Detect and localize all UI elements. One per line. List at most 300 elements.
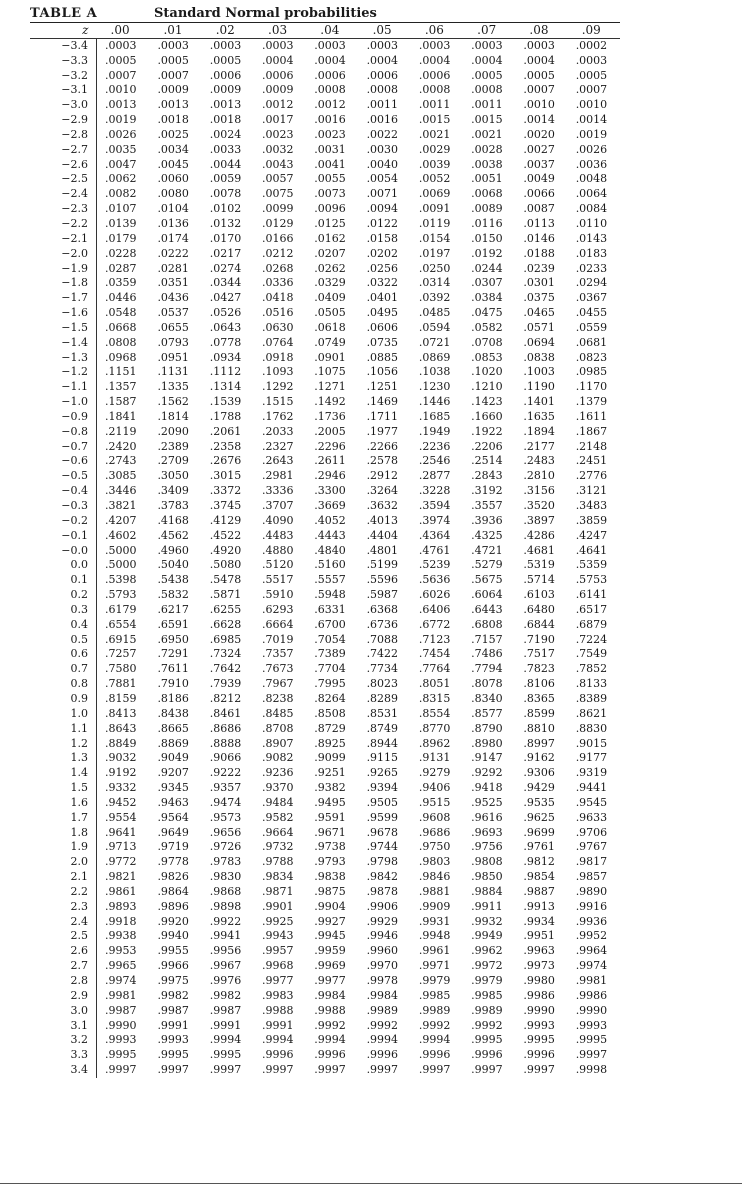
probability-cell: .3783	[157, 499, 189, 512]
probability-cell: .7190	[523, 632, 555, 646]
z-value-cell: 0.1	[30, 573, 97, 588]
z-value-cell: 1.3	[30, 751, 97, 766]
table-row	[30, 647, 620, 662]
probability-cell: .8665	[157, 721, 189, 735]
probability-cell: .0003	[418, 38, 451, 52]
z-value-cell: 0.6	[30, 647, 97, 662]
probability-cell: .8869	[157, 736, 189, 750]
probability-cell: .0129	[262, 216, 294, 230]
probability-cell: .9394	[366, 781, 399, 795]
probability-cell: .4801	[366, 543, 399, 557]
probability-cell: .0934	[209, 350, 242, 364]
table-row	[30, 440, 620, 455]
probability-cell: .9881	[418, 884, 451, 898]
probability-cell: .7852	[575, 662, 608, 676]
probability-cell: .4960	[157, 543, 189, 557]
probability-cell: .9993	[575, 1018, 608, 1032]
probability-cell: .0239	[523, 261, 555, 275]
probability-cell: .9147	[471, 751, 503, 765]
probability-cell: .0455	[575, 306, 608, 320]
probability-cell: .4168	[157, 513, 189, 527]
probability-cell: .0630	[262, 320, 294, 334]
probability-cell: .0006	[366, 68, 399, 82]
probability-cell: .0548	[105, 306, 137, 320]
probability-cell: .7422	[366, 647, 399, 661]
probability-cell: .0023	[314, 127, 346, 141]
probability-cell: .0062	[105, 172, 137, 186]
probability-cell: .8212	[209, 691, 242, 705]
table-row	[30, 365, 620, 380]
probability-cell: .0122	[366, 216, 399, 230]
probability-cell: .0901	[314, 350, 346, 364]
probability-cell: .2843	[471, 469, 503, 483]
table-row	[30, 395, 620, 410]
probability-cell: .0003	[523, 38, 555, 52]
probability-cell: .5714	[523, 573, 555, 587]
probability-cell: .9893	[105, 899, 137, 913]
probability-cell: .9995	[523, 1033, 555, 1047]
probability-cell: .9997	[366, 1063, 399, 1077]
probability-cell: .9838	[314, 870, 346, 884]
probability-cell: .0004	[523, 53, 555, 67]
probability-cell: .0011	[471, 98, 503, 112]
probability-cell: .9974	[575, 959, 608, 973]
probability-cell: .9994	[366, 1033, 399, 1047]
probability-cell: .0132	[209, 216, 242, 230]
probability-cell: .8770	[418, 721, 451, 735]
probability-cell: .8729	[314, 721, 346, 735]
probability-cell: .0158	[366, 231, 399, 245]
probability-cell: .5596	[366, 573, 399, 587]
probability-cell: .0735	[366, 335, 399, 349]
bottom-rule	[0, 1183, 742, 1184]
probability-cell: .8106	[523, 677, 555, 691]
probability-cell: .9957	[262, 944, 294, 958]
probability-cell: .3897	[523, 513, 555, 527]
probability-cell: .0016	[314, 113, 346, 127]
table-row	[30, 618, 620, 633]
probability-cell: .9982	[209, 988, 242, 1002]
z-value-cell: 2.4	[30, 915, 97, 930]
table-row	[30, 1019, 620, 1034]
probability-cell: .5199	[366, 558, 399, 572]
probability-cell: .9996	[314, 1048, 346, 1062]
probability-cell: .4052	[314, 513, 346, 527]
probability-cell: .0084	[575, 202, 608, 216]
probability-cell: .0013	[157, 98, 189, 112]
probability-cell: .3594	[418, 499, 451, 512]
probability-cell: .0436	[157, 291, 189, 305]
probability-cell: .7673	[262, 662, 294, 676]
probability-cell: .9495	[314, 795, 346, 809]
probability-cell: .9925	[262, 914, 294, 928]
probability-cell: .0749	[314, 335, 346, 349]
probability-cell: .2177	[523, 439, 555, 453]
probability-cell: .9525	[471, 795, 503, 809]
probability-cell: .1423	[471, 395, 503, 409]
probability-cell: .0012	[314, 98, 346, 112]
probability-cell: .0007	[523, 83, 555, 97]
probability-cell: .9582	[262, 810, 294, 824]
probability-cell: .9966	[157, 959, 189, 973]
probability-cell: .5793	[105, 588, 137, 602]
probability-cell: .9641	[105, 825, 137, 839]
probability-cell: .0166	[262, 231, 294, 245]
table-row	[30, 306, 620, 321]
probability-cell: .0268	[262, 261, 294, 275]
probability-cell: .9706	[575, 825, 608, 839]
table-row	[30, 113, 620, 128]
probability-cell: .1788	[209, 409, 242, 423]
probability-cell: .4721	[471, 543, 503, 557]
probability-cell: .9995	[209, 1048, 242, 1062]
probability-cell: .9997	[575, 1048, 608, 1062]
probability-cell: .2514	[471, 454, 503, 468]
column-header: .06	[424, 23, 444, 37]
probability-cell: .1949	[418, 424, 451, 438]
probability-cell: .9992	[418, 1018, 451, 1032]
probability-cell: .0418	[262, 291, 294, 305]
probability-cell: .0044	[209, 157, 242, 171]
probability-cell: .3300	[314, 484, 346, 498]
probability-cell: .7611	[157, 662, 189, 676]
probability-cell: .9649	[157, 825, 189, 839]
probability-cell: .9920	[157, 914, 189, 928]
probability-cell: .9599	[366, 810, 399, 824]
probability-cell: .9871	[262, 884, 294, 898]
probability-cell: .2946	[314, 469, 346, 483]
table-row	[30, 217, 620, 232]
probability-cell: .9946	[366, 929, 399, 943]
probability-cell: .9896	[157, 899, 189, 913]
probability-cell: .0026	[105, 127, 137, 141]
probability-cell: .3974	[418, 513, 451, 527]
probability-cell: .3557	[471, 499, 503, 512]
probability-cell: .9808	[471, 855, 503, 869]
probability-cell: .3050	[157, 469, 189, 483]
probability-cell: .0059	[209, 172, 242, 186]
probability-cell: .0838	[523, 350, 555, 364]
probability-cell: .1003	[523, 365, 555, 379]
probability-cell: .6103	[523, 588, 555, 602]
probability-cell: .5871	[209, 588, 242, 602]
table-row	[30, 662, 620, 677]
probability-cell: .0139	[105, 216, 137, 230]
probability-cell: .0055	[314, 172, 346, 186]
probability-cell: .0197	[418, 246, 451, 260]
table-row	[30, 929, 620, 944]
probability-cell: .0033	[209, 142, 242, 156]
probability-cell: .0047	[105, 157, 137, 171]
probability-cell: .6808	[471, 617, 503, 631]
probability-cell: .0104	[157, 202, 189, 216]
probability-cell: .0036	[575, 157, 608, 171]
probability-cell: .0004	[471, 53, 503, 67]
table-row	[30, 1033, 620, 1048]
z-value-cell: 0.4	[30, 618, 97, 633]
probability-cell: .0010	[523, 98, 555, 112]
probability-cell: .0170	[209, 231, 242, 245]
probability-cell: .9909	[418, 899, 451, 913]
probability-cell: .0307	[471, 276, 503, 290]
z-value-cell: 1.6	[30, 796, 97, 811]
probability-cell: .0003	[209, 38, 242, 52]
probability-cell: .0668	[105, 320, 137, 334]
probability-cell: .6736	[366, 617, 399, 631]
probability-cell: .9975	[157, 974, 189, 987]
probability-cell: .7088	[366, 632, 399, 646]
probability-cell: .5279	[471, 558, 503, 572]
probability-cell: .0322	[366, 276, 399, 290]
probability-cell: .9969	[314, 959, 346, 973]
probability-cell: .0516	[262, 306, 294, 320]
probability-cell: .9990	[523, 1003, 555, 1017]
probability-cell: .0110	[575, 216, 608, 230]
probability-cell: .2266	[366, 439, 399, 453]
probability-cell: .9726	[209, 840, 242, 854]
table-row	[30, 558, 620, 573]
z-value-cell: 3.4	[30, 1063, 97, 1078]
z-value-cell: −2.1	[30, 232, 97, 247]
z-value-cell: 2.3	[30, 900, 97, 915]
probability-cell: .9932	[471, 914, 503, 928]
probability-cell: .2877	[418, 469, 451, 483]
probability-cell: .0069	[418, 187, 451, 201]
probability-cell: .9803	[418, 855, 451, 869]
probability-cell: .0016	[366, 113, 399, 127]
probability-cell: .0162	[314, 231, 346, 245]
table-row	[30, 692, 620, 707]
probability-cell: .2358	[209, 439, 242, 453]
probability-cell: .1131	[157, 365, 189, 379]
probability-cell: .1736	[314, 409, 346, 423]
z-value-cell: −3.0	[30, 98, 97, 113]
probability-cell: .5160	[314, 558, 346, 572]
probability-cell: .0010	[575, 98, 608, 112]
probability-cell: .0107	[105, 202, 137, 216]
probability-cell: .8599	[523, 706, 555, 720]
probability-cell: .2236	[418, 439, 451, 453]
z-value-cell: 2.2	[30, 885, 97, 900]
probability-cell: .0052	[418, 172, 451, 186]
probability-cell: .9345	[157, 781, 189, 795]
probability-cell: .6985	[209, 632, 242, 646]
probability-cell: .7454	[418, 647, 451, 661]
probability-cell: .7704	[314, 662, 346, 676]
probability-cell: .8340	[471, 691, 503, 705]
probability-cell: .0005	[105, 53, 137, 67]
probability-cell: .9656	[209, 825, 242, 839]
probability-cell: .0262	[314, 261, 346, 275]
probability-cell: .0024	[209, 127, 242, 141]
probability-cell: .1112	[209, 365, 242, 379]
probability-cell: .7794	[471, 662, 503, 676]
z-value-cell: −1.8	[30, 276, 97, 291]
probability-cell: .0301	[523, 276, 555, 290]
probability-cell: .9535	[523, 795, 555, 809]
probability-cell: .0082	[105, 187, 137, 201]
probability-cell: .9922	[209, 914, 242, 928]
z-value-cell: −0.3	[30, 499, 97, 514]
probability-cell: .1038	[418, 365, 451, 379]
probability-cell: .0015	[418, 113, 451, 127]
probability-cell: .0029	[418, 142, 451, 156]
probability-cell: .8485	[262, 706, 294, 720]
probability-cell: .0222	[157, 246, 189, 260]
probability-cell: .9978	[366, 974, 399, 987]
probability-cell: .3121	[575, 484, 608, 498]
z-value-cell: 1.5	[30, 781, 97, 796]
probability-cell: .1056	[366, 365, 399, 379]
probability-cell: .9463	[157, 795, 189, 809]
probability-cell: .0031	[314, 142, 346, 156]
table-row	[30, 885, 620, 900]
table-row	[30, 380, 620, 395]
probability-cell: .0351	[157, 276, 189, 290]
probability-cell: .2090	[157, 424, 189, 438]
probability-cell: .5000	[105, 558, 137, 572]
probability-cell: .8389	[575, 691, 608, 705]
probability-cell: .0066	[523, 187, 555, 201]
probability-cell: .0045	[157, 157, 189, 171]
table-row	[30, 410, 620, 425]
probability-cell: .9993	[105, 1033, 137, 1047]
probability-cell: .0075	[262, 187, 294, 201]
probability-cell: .8186	[157, 691, 189, 705]
z-value-cell: −3.4	[30, 38, 97, 53]
probability-cell: .9817	[575, 855, 608, 869]
probability-cell: .6915	[105, 632, 137, 646]
probability-cell: .2981	[262, 469, 294, 483]
probability-cell: .9998	[575, 1063, 608, 1077]
probability-cell: .0096	[314, 202, 346, 216]
probability-cell: .5319	[523, 558, 555, 572]
probability-cell: .0125	[314, 216, 346, 230]
probability-cell: .9985	[418, 988, 451, 1002]
probability-cell: .6844	[523, 617, 555, 631]
probability-cell: .8643	[105, 721, 137, 735]
probability-cell: .0099	[262, 202, 294, 216]
table-row	[30, 321, 620, 336]
column-header-z: z	[82, 23, 89, 37]
probability-cell: .0505	[314, 306, 346, 320]
probability-cell: .8531	[366, 706, 399, 720]
probability-cell: .9986	[575, 988, 608, 1002]
probability-cell: .9474	[209, 795, 242, 809]
probability-cell: .9082	[262, 751, 294, 765]
probability-cell: .0049	[523, 172, 555, 186]
probability-cell: .7910	[157, 677, 189, 691]
z-value-cell: −0.0	[30, 544, 97, 559]
z-value-cell: 2.7	[30, 959, 97, 974]
probability-cell: .0233	[575, 261, 608, 275]
probability-cell: .9941	[209, 929, 242, 943]
z-value-cell: 0.7	[30, 662, 97, 677]
probability-cell: .9686	[418, 825, 451, 839]
probability-cell: .1814	[157, 409, 189, 423]
probability-cell: .8461	[209, 706, 242, 720]
probability-cell: .2061	[209, 424, 242, 438]
probability-cell: .1401	[523, 395, 555, 409]
probability-cell: .9971	[418, 959, 451, 973]
probability-cell: .9938	[105, 929, 137, 943]
table-row	[30, 1004, 620, 1019]
probability-cell: .0005	[523, 68, 555, 82]
probability-cell: .9970	[366, 959, 399, 973]
probability-cell: .9236	[262, 766, 294, 780]
probability-cell: .0808	[105, 335, 137, 349]
probability-cell: .6217	[157, 602, 189, 616]
probability-cell: .0013	[209, 98, 242, 112]
probability-cell: .9713	[105, 840, 137, 854]
probability-cell: .0023	[262, 127, 294, 141]
probability-cell: .6368	[366, 602, 399, 616]
table-row	[30, 722, 620, 737]
z-value-cell: −2.2	[30, 217, 97, 232]
probability-cell: .1469	[366, 395, 399, 409]
probability-cell: .8925	[314, 736, 346, 750]
probability-cell: .9996	[418, 1048, 451, 1062]
probability-cell: .9207	[157, 766, 189, 780]
probability-cell: .8962	[418, 736, 451, 750]
probability-cell: .0228	[105, 246, 137, 260]
probability-cell: .0179	[105, 231, 137, 245]
probability-cell: .6480	[523, 602, 555, 616]
table-row	[30, 454, 620, 469]
probability-cell: .3669	[314, 499, 346, 512]
table-row	[30, 974, 620, 989]
probability-cell: .0021	[471, 127, 503, 141]
probability-cell: .0005	[471, 68, 503, 82]
probability-cell: .0080	[157, 187, 189, 201]
probability-cell: .0427	[209, 291, 242, 305]
probability-cell: .9994	[418, 1033, 451, 1047]
probability-cell: .7823	[523, 662, 555, 676]
probability-cell: .8051	[418, 677, 451, 691]
probability-cell: .0002	[575, 38, 608, 52]
probability-cell: .9911	[471, 899, 503, 913]
column-header: .02	[215, 23, 235, 37]
probability-cell: .6554	[105, 617, 137, 631]
table-row	[30, 291, 620, 306]
probability-cell: .9904	[314, 899, 346, 913]
probability-cell: .4247	[575, 528, 608, 542]
probability-cell: .1539	[209, 395, 242, 409]
probability-cell: .9778	[157, 855, 189, 869]
z-value-cell: −0.9	[30, 410, 97, 425]
probability-cell: .9977	[262, 974, 294, 987]
probability-cell: .9956	[209, 944, 242, 958]
probability-cell: .0012	[262, 98, 294, 112]
probability-cell: .7389	[314, 647, 346, 661]
probability-cell: .0329	[314, 276, 346, 290]
probability-cell: .0030	[366, 142, 399, 156]
probability-cell: .0006	[209, 68, 242, 82]
probability-cell: .4483	[262, 528, 294, 542]
table-row	[30, 69, 620, 84]
probability-cell: .4207	[105, 513, 137, 527]
probability-cell: .9990	[575, 1003, 608, 1017]
probability-cell: .9545	[575, 795, 608, 809]
probability-cell: .2546	[418, 454, 451, 468]
probability-cell: .3745	[209, 499, 242, 512]
probability-cell: .0003	[314, 38, 346, 52]
probability-cell: .0009	[157, 83, 189, 97]
table-row	[30, 811, 620, 826]
z-value-cell: −1.9	[30, 262, 97, 277]
probability-cell: .0054	[366, 172, 399, 186]
probability-cell: .9032	[105, 751, 137, 765]
